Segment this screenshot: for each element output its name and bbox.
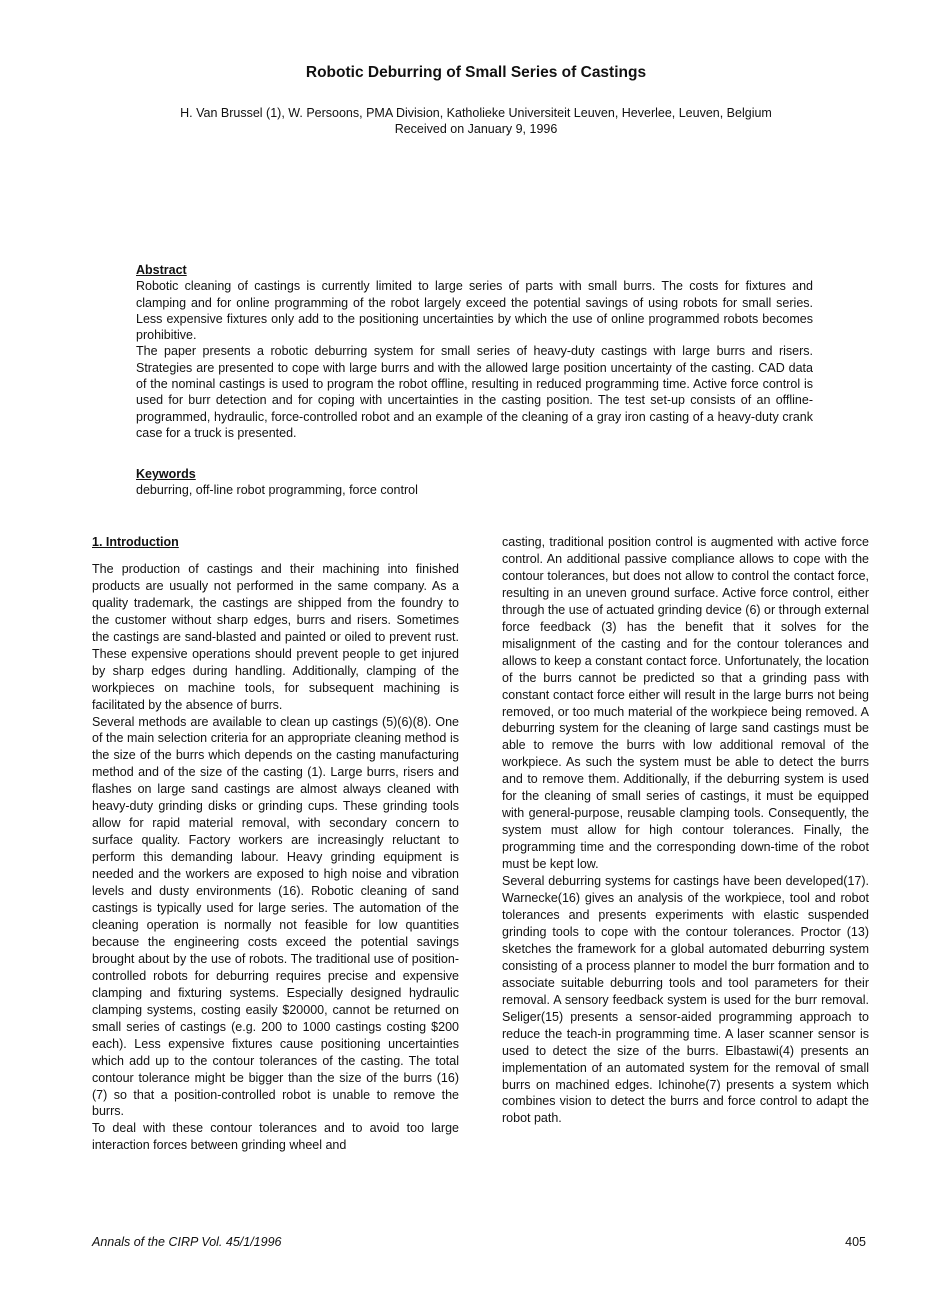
intro-paragraph-5: Several deburring systems for castings have been developed(17). Warnecke(16) gives an analysis of the workpiece, tool and robot tolerances and presents experiments with elastic suspended grinding tools to cope with the contour tolerances. Proctor (13) sketches the framework for a global automated deburring system consisting of a process planner to model the burr formation and to associate suitable deburring tools and tool parameters for their removal. A sensory feedback system is used for the burr removal. Seliger(15) presents a sensor-aided programming approach to reduce the teach-in programming time. A laser scanner sensor is used to detect the size of the burrs. Elbastawi(4) presents an implementation of an automated system for the removal of small burrs on machined edges. Ichinohe(7) presents a system which combines vision to detect the burrs and force control to adapt the robot path. (502, 874, 869, 1126)
intro-paragraph-4: casting, traditional position control is augmented with active force control. An additional passive compliance allows to cope with the contour tolerances, but does not allow to control the contact force, resulting in an uneven ground surface. Active force control, either through the use of actuated grinding device (6) or through external force feedback (3) has the benefit that it solves for the misalignment of the casting and for the contour tolerances and allows to keep a constant contact force. Unfortunately, the location of the burrs cannot be predicted so that a grinding pass with constant contact force either will result in the large burrs not being removed, or too much material of the workpiece being removed. A deburring system for the cleaning of large sand castings must be able to remove the burrs with low additional removal of the workpiece. As such the system must be able to detect the burrs and to remove them. Additionally, if the deburring system is used for the cleaning of small series of castings, it must be equipped with general-purpose, reusable clamping tools. Consequently, the system must allow for high contour tolerances. Finally, the programming time and the corresponding down-time of the robot must be kept low. (502, 535, 869, 872)
abstract-heading: Abstract (136, 263, 187, 277)
abstract-paragraph-2: The paper presents a robotic deburring system for small series of heavy-duty castings with large burrs and risers. Strategies are presented to cope with large burrs and with the allowed large position uncertainty of the casting. CAD data of the nominal castings is used to program the robot offline, resulting in reduced programming time. Active force control is used for burr detection and for coping with uncertainties in the casting position. The test set-up consists of an offline-programmed, hydraulic, force-controlled robot and an example of the cleaning of a gray iron casting of a heavy-duty crank case for a truck is presented. (136, 344, 813, 440)
left-column (92, 534, 459, 1154)
keywords-heading: Keywords (136, 467, 196, 481)
abstract-section (136, 262, 813, 441)
intro-paragraph-3: To deal with these contour tolerances and to avoid too large interaction forces between grinding wheel and (92, 1121, 459, 1153)
abstract-paragraph-1: Robotic cleaning of castings is currently limited to large series of parts with small burrs. The costs for fixtures and clamping and for online programming of the robot largely exceed the potential savings of using robots for small series. Less expensive fixtures only add to the positioning uncertainties by which the use of online programmed robots becomes prohibitive. (136, 279, 813, 343)
author-block (0, 105, 952, 137)
intro-paragraph-1: The production of castings and their machining into finished products are usually not performed in the same company. As a quality trademark, the castings are shipped from the foundry to the customer without sharp edges, burrs and risers. Sometimes the castings are sand-blasted and painted or oiled to prevent rust. These expensive operations should prevent people to get injured by sharp edges during handling. Additionally, clamping of the workpieces on machine tools, for subsequent machining is facilitated by the absence of burrs. (92, 561, 459, 712)
paper-title: Robotic Deburring of Small Series of Castings (305, 64, 647, 81)
journal-citation: Annals of the CIRP Vol. 45/1/1996 (92, 1235, 282, 1249)
author-line: H. Van Brussel (1), W. Persoons, PMA Division, Katholieke Universiteit Leuven, Heverlee, Leuven, Belgium (180, 106, 772, 120)
received-date: Received on January 9, 1996 (394, 122, 558, 136)
keywords-text: deburring, off-line robot programming, force control (136, 483, 418, 497)
intro-paragraph-2: Several methods are available to clean up castings (5)(6)(8). One of the main selection criteria for an appropriate cleaning method is the size of the burrs which depends on the casting manufacturing method and of the size of the casting (1). Large burrs, risers and flashes on large sand castings are almost always cleaned with heavy-duty grinding disks or grinding cups. These grinding tools allow for rapid material removal, with secondary concern to surface quality. Factory workers are increasingly reluctant to perform this demanding labour. Heavy grinding equipment is needed and the workers are exposed to high noise and vibration levels and dusty environments (16). Robotic cleaning of sand castings is typically used for large series. The automation of the cleaning operation is normally not feasible for low quantities because the engineering costs exceed the potential savings brought about by the use of robots. The traditional use of position-controlled robots for deburring requires precise and expensive clamping and fixturing systems. Especially designed hydraulic clamping systems, costing easily $20000, cannot be returned on small series of castings (e.g. 200 to 1000 castings costing $200 each). Less expensive fixtures cause positioning uncertainties which add up to the contour tolerances of the casting. The total contour tolerance might be bigger than the size of the burrs (16)(7) so that a position-controlled robot is unable to remove the burrs. (92, 714, 459, 1119)
keywords-section (136, 466, 813, 498)
page-number: 405 (845, 1235, 866, 1249)
right-column (502, 534, 869, 1127)
introduction-heading: 1. Introduction (92, 535, 179, 549)
